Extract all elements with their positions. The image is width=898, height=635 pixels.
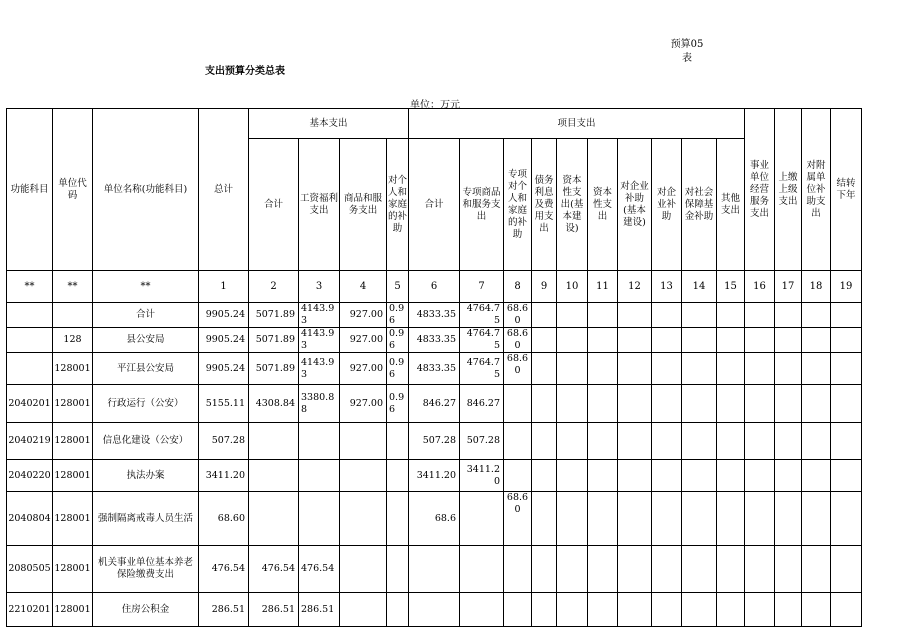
cell-empty: [557, 353, 588, 385]
cell-empty: [717, 593, 745, 627]
cell-empty: [775, 303, 802, 328]
index-cell: 7: [460, 271, 504, 303]
cell-unit-code: [53, 303, 93, 328]
cell-empty: [618, 385, 652, 423]
cell-empty: [802, 353, 831, 385]
index-cell: 5: [387, 271, 409, 303]
cell-empty: [775, 328, 802, 353]
header-total: 总计: [199, 109, 249, 271]
cell-empty: [831, 328, 862, 353]
cell-empty: [618, 303, 652, 328]
cell-empty: [745, 385, 775, 423]
header-extra-2: 对附属单位补助支出: [802, 109, 831, 271]
cell-project-family: 68.60: [504, 353, 532, 385]
cell-project-total: 4833.35: [409, 353, 460, 385]
header-project-0: 合计: [409, 139, 460, 271]
cell-total: 286.51: [199, 593, 249, 627]
cell-basic-wage: [299, 423, 340, 460]
cell-unit-code: 128001: [53, 492, 93, 546]
cell-empty: [618, 328, 652, 353]
cell-basic-goods: [340, 460, 387, 492]
index-cell: 14: [682, 271, 717, 303]
cell-unit-name: 执法办案: [93, 460, 199, 492]
cell-project-family: [504, 460, 532, 492]
header-unit-name: 单位名称(功能科目): [93, 109, 199, 271]
index-cell: 6: [409, 271, 460, 303]
cell-func-subject: 2040804: [7, 492, 53, 546]
cell-basic-goods: 927.00: [340, 303, 387, 328]
cell-project-family: [504, 546, 532, 593]
index-row: [7, 271, 862, 303]
cell-empty: [652, 423, 682, 460]
header-project-group-label: 项目支出: [557, 117, 596, 129]
cell-empty: [717, 492, 745, 546]
cell-empty: [532, 303, 557, 328]
table-row: [7, 385, 862, 423]
cell-project-family: 68.60: [504, 492, 532, 546]
cell-empty: [618, 546, 652, 593]
cell-empty: [831, 492, 862, 546]
cell-empty: [775, 353, 802, 385]
cell-empty: [717, 328, 745, 353]
cell-basic-wage: [299, 460, 340, 492]
index-cell: 17: [775, 271, 802, 303]
cell-empty: [831, 303, 862, 328]
cell-empty: [557, 546, 588, 593]
table-row: [7, 460, 862, 492]
cell-unit-name: 强制隔离戒毒人员生活: [93, 492, 199, 546]
cell-func-subject: 2080505: [7, 546, 53, 593]
cell-basic-total: 286.51: [249, 593, 299, 627]
table-number-line1: 预算05: [670, 39, 704, 50]
header-extra-1: 上缴上级支出: [775, 109, 802, 271]
expenditure-table: [6, 108, 862, 627]
cell-empty: [532, 492, 557, 546]
table-row: [7, 546, 862, 593]
cell-empty: [532, 546, 557, 593]
cell-empty: [831, 353, 862, 385]
index-cell: 8: [504, 271, 532, 303]
table-row: [7, 593, 862, 627]
cell-unit-name: 机关事业单位基本养老保险缴费支出: [93, 546, 199, 593]
cell-empty: [618, 460, 652, 492]
cell-empty: [831, 385, 862, 423]
cell-basic-wage: 4143.93: [299, 328, 340, 353]
cell-empty: [557, 460, 588, 492]
cell-empty: [717, 385, 745, 423]
header-basic-3: 对个人和家庭的补助: [387, 139, 409, 271]
cell-project-goods: [460, 492, 504, 546]
cell-empty: [775, 385, 802, 423]
cell-project-goods: 507.28: [460, 423, 504, 460]
cell-empty: [745, 492, 775, 546]
cell-total: 507.28: [199, 423, 249, 460]
cell-basic-wage: 4143.93: [299, 303, 340, 328]
cell-empty: [802, 460, 831, 492]
cell-empty: [831, 593, 862, 627]
header-row-1: [7, 109, 862, 139]
cell-func-subject: 2040219: [7, 423, 53, 460]
index-cell: 11: [588, 271, 618, 303]
cell-project-family: 68.60: [504, 328, 532, 353]
cell-basic-wage: 476.54: [299, 546, 340, 593]
header-project-1: 专项商品和服务支出: [460, 139, 504, 271]
cell-empty: [682, 423, 717, 460]
cell-empty: [557, 328, 588, 353]
cell-empty: [588, 492, 618, 546]
cell-unit-name: 信息化建设（公安）: [93, 423, 199, 460]
table-number: [664, 38, 710, 66]
table-row: [7, 492, 862, 546]
cell-empty: [652, 492, 682, 546]
table-row: [7, 423, 862, 460]
cell-unit-name: 住房公积金: [93, 593, 199, 627]
index-cell: 2: [249, 271, 299, 303]
header-extra-0: 事业单位经营服务支出: [745, 109, 775, 271]
cell-empty: [588, 546, 618, 593]
cell-basic-wage: 4143.93: [299, 353, 340, 385]
cell-basic-family: 0.96: [387, 385, 409, 423]
cell-func-subject: [7, 328, 53, 353]
cell-empty: [802, 593, 831, 627]
cell-basic-total: [249, 460, 299, 492]
cell-empty: [652, 328, 682, 353]
cell-project-family: 68.60: [504, 303, 532, 328]
index-cell: 3: [299, 271, 340, 303]
header-project-6: 对企业补助(基本建设): [618, 139, 652, 271]
cell-empty: [745, 328, 775, 353]
cell-empty: [775, 546, 802, 593]
cell-project-goods: 4764.75: [460, 328, 504, 353]
cell-empty: [652, 385, 682, 423]
cell-empty: [802, 303, 831, 328]
cell-empty: [775, 460, 802, 492]
header-func-subject: 功能科目: [7, 109, 53, 271]
cell-empty: [532, 328, 557, 353]
cell-empty: [618, 492, 652, 546]
header-project-group: [409, 109, 745, 139]
cell-empty: [588, 460, 618, 492]
cell-empty: [532, 460, 557, 492]
cell-total: 9905.24: [199, 328, 249, 353]
cell-empty: [745, 460, 775, 492]
cell-func-subject: 2210201: [7, 593, 53, 627]
cell-empty: [682, 353, 717, 385]
cell-empty: [557, 423, 588, 460]
cell-empty: [802, 423, 831, 460]
table-row: [7, 303, 862, 328]
cell-empty: [652, 460, 682, 492]
cell-func-subject: [7, 353, 53, 385]
header-basic-2: 商品和服务支出: [340, 139, 387, 271]
cell-basic-total: 5071.89: [249, 353, 299, 385]
cell-empty: [717, 546, 745, 593]
cell-total: 9905.24: [199, 303, 249, 328]
cell-basic-goods: 927.00: [340, 385, 387, 423]
cell-empty: [745, 546, 775, 593]
cell-basic-total: 5071.89: [249, 328, 299, 353]
cell-total: 68.60: [199, 492, 249, 546]
header-project-5: 资本性支出: [588, 139, 618, 271]
cell-empty: [557, 303, 588, 328]
cell-unit-code: 128001: [53, 546, 93, 593]
cell-project-goods: 3411.20: [460, 460, 504, 492]
cell-unit-name: 平江县公安局: [93, 353, 199, 385]
table-row: [7, 328, 862, 353]
cell-project-total: 846.27: [409, 385, 460, 423]
index-cell: 13: [652, 271, 682, 303]
cell-func-subject: 2040220: [7, 460, 53, 492]
cell-basic-family: [387, 546, 409, 593]
cell-basic-total: [249, 492, 299, 546]
cell-total: 3411.20: [199, 460, 249, 492]
cell-unit-code: 128001: [53, 353, 93, 385]
cell-basic-total: [249, 423, 299, 460]
cell-basic-goods: [340, 423, 387, 460]
cell-empty: [682, 492, 717, 546]
header-project-8: 对社会保障基金补助: [682, 139, 717, 271]
cell-basic-family: 0.96: [387, 328, 409, 353]
cell-empty: [682, 593, 717, 627]
table-number-line2: 表: [682, 53, 692, 64]
cell-basic-family: [387, 492, 409, 546]
data-rows: [7, 303, 862, 627]
cell-basic-goods: [340, 546, 387, 593]
header-project-9: 其他支出: [717, 139, 745, 271]
cell-total: 9905.24: [199, 353, 249, 385]
cell-empty: [532, 385, 557, 423]
cell-empty: [775, 423, 802, 460]
cell-empty: [831, 423, 862, 460]
cell-empty: [652, 546, 682, 593]
cell-empty: [745, 303, 775, 328]
index-cell: **: [7, 271, 53, 303]
cell-empty: [717, 303, 745, 328]
cell-empty: [717, 423, 745, 460]
cell-project-family: [504, 423, 532, 460]
cell-project-total: 4833.35: [409, 303, 460, 328]
header-project-4: 资本性支出(基本建设): [557, 139, 588, 271]
header-unit-code: 单位代码: [53, 109, 93, 271]
cell-total: 5155.11: [199, 385, 249, 423]
cell-project-goods: 4764.75: [460, 303, 504, 328]
cell-project-total: [409, 593, 460, 627]
cell-empty: [588, 593, 618, 627]
cell-unit-name: 行政运行（公安）: [93, 385, 199, 423]
cell-project-goods: [460, 593, 504, 627]
index-cell: 15: [717, 271, 745, 303]
index-cell: 19: [831, 271, 862, 303]
cell-basic-wage: 286.51: [299, 593, 340, 627]
cell-empty: [682, 303, 717, 328]
cell-basic-family: 0.96: [387, 303, 409, 328]
cell-unit-code: 128001: [53, 423, 93, 460]
cell-project-total: 3411.20: [409, 460, 460, 492]
cell-basic-goods: [340, 492, 387, 546]
index-cell: **: [93, 271, 199, 303]
header-basic-0: 合计: [249, 139, 299, 271]
cell-empty: [682, 328, 717, 353]
cell-empty: [682, 460, 717, 492]
cell-project-total: 507.28: [409, 423, 460, 460]
cell-empty: [745, 593, 775, 627]
cell-empty: [557, 492, 588, 546]
cell-func-subject: 2040201: [7, 385, 53, 423]
cell-empty: [588, 328, 618, 353]
cell-empty: [745, 423, 775, 460]
header-basic-group-label: 基本支出: [309, 117, 348, 129]
cell-project-goods: 4764.75: [460, 353, 504, 385]
cell-empty: [802, 385, 831, 423]
index-cell: 9: [532, 271, 557, 303]
cell-empty: [652, 353, 682, 385]
cell-unit-code: 128001: [53, 460, 93, 492]
header-extra-3: 结转下年: [831, 109, 862, 271]
cell-basic-total: 4308.84: [249, 385, 299, 423]
index-cell: **: [53, 271, 93, 303]
cell-empty: [588, 423, 618, 460]
cell-empty: [588, 385, 618, 423]
cell-unit-name: 合计: [93, 303, 199, 328]
header-basic-1: 工资福利支出: [299, 139, 340, 271]
index-cell: 16: [745, 271, 775, 303]
cell-basic-goods: [340, 593, 387, 627]
cell-empty: [532, 593, 557, 627]
index-cell: 18: [802, 271, 831, 303]
cell-basic-goods: 927.00: [340, 353, 387, 385]
cell-empty: [652, 303, 682, 328]
cell-empty: [557, 593, 588, 627]
index-cell: 4: [340, 271, 387, 303]
cell-empty: [532, 353, 557, 385]
unit-label: 单位：万元: [410, 100, 460, 111]
cell-empty: [532, 423, 557, 460]
cell-empty: [745, 353, 775, 385]
cell-func-subject: [7, 303, 53, 328]
cell-empty: [588, 353, 618, 385]
cell-project-family: [504, 385, 532, 423]
cell-project-goods: 846.27: [460, 385, 504, 423]
cell-empty: [557, 385, 588, 423]
header-project-7: 对企业补助: [652, 139, 682, 271]
cell-basic-wage: 3380.88: [299, 385, 340, 423]
cell-empty: [588, 303, 618, 328]
cell-empty: [775, 492, 802, 546]
cell-basic-wage: [299, 492, 340, 546]
cell-unit-code: 128001: [53, 593, 93, 627]
cell-empty: [831, 546, 862, 593]
cell-empty: [652, 593, 682, 627]
header-basic-group: [249, 109, 409, 139]
cell-unit-code: 128001: [53, 385, 93, 423]
cell-empty: [802, 328, 831, 353]
cell-basic-family: [387, 423, 409, 460]
cell-unit-name: 县公安局: [93, 328, 199, 353]
header-project-2: 专项对个人和家庭的补助: [504, 139, 532, 271]
cell-empty: [618, 423, 652, 460]
cell-project-total: 68.6: [409, 492, 460, 546]
document-title: 支出预算分类总表: [205, 66, 285, 77]
cell-basic-total: 476.54: [249, 546, 299, 593]
cell-basic-family: [387, 460, 409, 492]
cell-empty: [775, 593, 802, 627]
cell-empty: [717, 460, 745, 492]
index-cell: 10: [557, 271, 588, 303]
cell-project-total: [409, 546, 460, 593]
cell-basic-family: 0.96: [387, 353, 409, 385]
cell-empty: [802, 546, 831, 593]
header-project-3: 债务利息及费用支出: [532, 139, 557, 271]
cell-total: 476.54: [199, 546, 249, 593]
index-cell: 1: [199, 271, 249, 303]
cell-empty: [717, 353, 745, 385]
cell-project-total: 4833.35: [409, 328, 460, 353]
cell-empty: [831, 460, 862, 492]
cell-basic-total: 5071.89: [249, 303, 299, 328]
index-cell: 12: [618, 271, 652, 303]
cell-basic-family: [387, 593, 409, 627]
cell-project-family: [504, 593, 532, 627]
cell-unit-code: 128: [53, 328, 93, 353]
cell-basic-goods: 927.00: [340, 328, 387, 353]
cell-empty: [682, 385, 717, 423]
table-row: [7, 353, 862, 385]
cell-empty: [802, 492, 831, 546]
cell-empty: [682, 546, 717, 593]
cell-empty: [618, 593, 652, 627]
cell-empty: [618, 353, 652, 385]
cell-project-goods: [460, 546, 504, 593]
